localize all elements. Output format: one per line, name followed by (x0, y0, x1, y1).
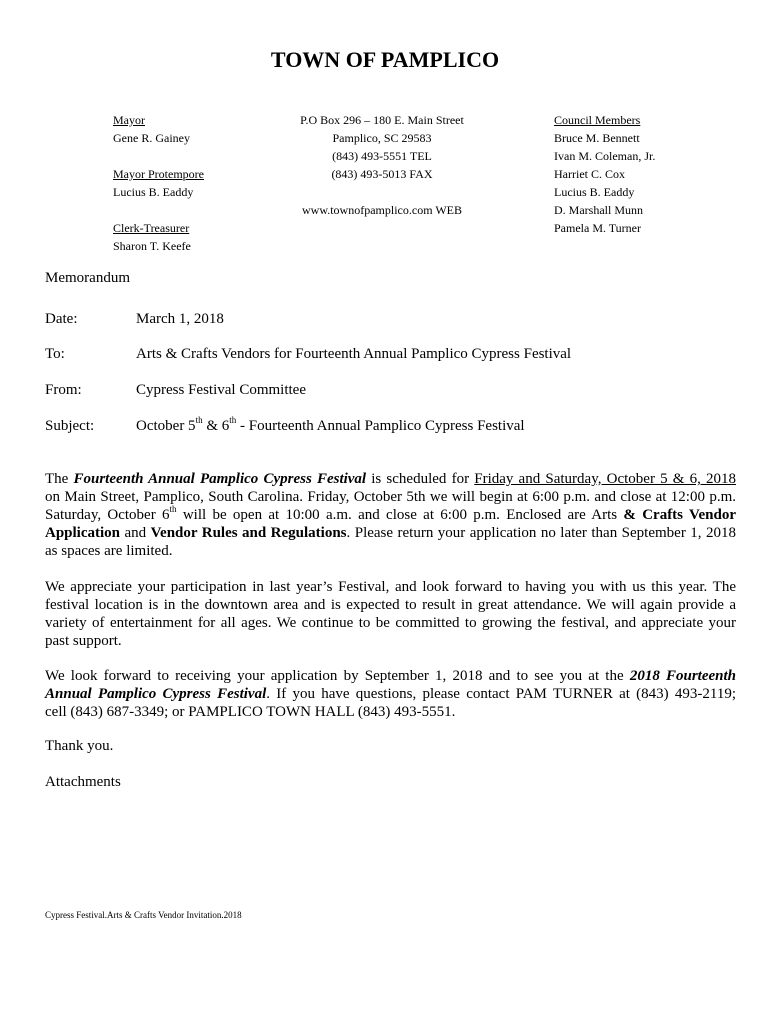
website: www.townofpamplico.com WEB (302, 203, 462, 217)
to-row (0, 346, 770, 366)
council-member: Bruce M. Bennett (554, 131, 640, 145)
mayor-protempore-label: Mayor Protempore (113, 167, 204, 181)
address-line-2: Pamplico, SC 29583 (332, 131, 432, 145)
council-member: D. Marshall Munn (554, 203, 643, 217)
council-member: Lucius B. Eaddy (554, 185, 635, 199)
thank-you: Thank you. (45, 738, 114, 754)
mayor-protempore-name: Lucius B. Eaddy (113, 185, 194, 199)
council-member: Pamela M. Turner (554, 221, 641, 235)
date-label: Date: (45, 311, 78, 327)
council-members-label: Council Members (554, 113, 641, 127)
footer-filename: Cypress Festival.Arts & Crafts Vendor Invitation.2018 (45, 910, 242, 920)
mayor-name: Gene R. Gainey (113, 131, 190, 145)
mayor-label: Mayor (113, 113, 145, 127)
page-title: TOWN OF PAMPLICO (270, 47, 500, 72)
paragraph-2: We appreciate your participation in last year’s Festival, and look forward to having you with us this year. The festival location is in the downtown area and is expected to result in great attendance. We will again provide a variety of entertainment for all ages. We continue to be committed to growing the festival, and appreciate your past support. (45, 579, 736, 649)
paragraph-1: The Fourteenth Annual Pamplico Cypress Festival is scheduled for Friday and Saturday, October 5 & 6, 2018 on Main Street, Pamplico, South Carolina. Friday, October 5th we will begin at 6:00 p.m. and close at 12:00 p.m. Saturday, October 6th will be open at 10:00 a.m. and close at 6:00 p.m. Enclosed are Arts & Crafts Vendor Application and Vendor Rules and Regulations. Please return your application no later than September 1, 2018 as spaces are limited. (45, 471, 736, 559)
from-label: From: (45, 382, 82, 398)
from-row (0, 382, 770, 402)
council-column (554, 111, 655, 237)
date-row (0, 311, 770, 331)
paragraph-3: We look forward to receiving your application by September 1, 2018 and to see you at the 2018 Fourteenth Annual Pamplico Cypress Festival. If you have questions, please contact PAM TURNER at (843) 493-2119; cell (843) 687-3349; or PAMPLICO TOWN HALL (843) 493-5551. (45, 668, 737, 720)
clerk-treasurer-name: Sharon T. Keefe (113, 239, 191, 253)
subject-label: Subject: (45, 418, 95, 434)
to-label: To: (45, 346, 65, 362)
date-value: March 1, 2018 (136, 311, 224, 327)
fax: (843) 493-5013 FAX (331, 167, 433, 181)
subject-row (0, 415, 770, 438)
council-member: Harriet C. Cox (554, 167, 625, 181)
memorandum-heading: Memorandum (45, 270, 130, 286)
attachments: Attachments (45, 774, 121, 790)
council-member: Ivan M. Coleman, Jr. (554, 149, 656, 163)
subject-value: October 5th & 6th - Fourteenth Annual Pamplico Cypress Festival (136, 415, 525, 434)
address-line-1: P.O Box 296 – 180 E. Main Street (300, 113, 464, 127)
to-value: Arts & Crafts Vendors for Fourteenth Annual Pamplico Cypress Festival (136, 346, 572, 362)
from-value: Cypress Festival Committee (136, 382, 306, 398)
contact-column (282, 111, 482, 219)
clerk-treasurer-label: Clerk-Treasurer (113, 221, 190, 235)
telephone: (843) 493-5551 TEL (332, 149, 432, 163)
officials-column (113, 111, 204, 255)
